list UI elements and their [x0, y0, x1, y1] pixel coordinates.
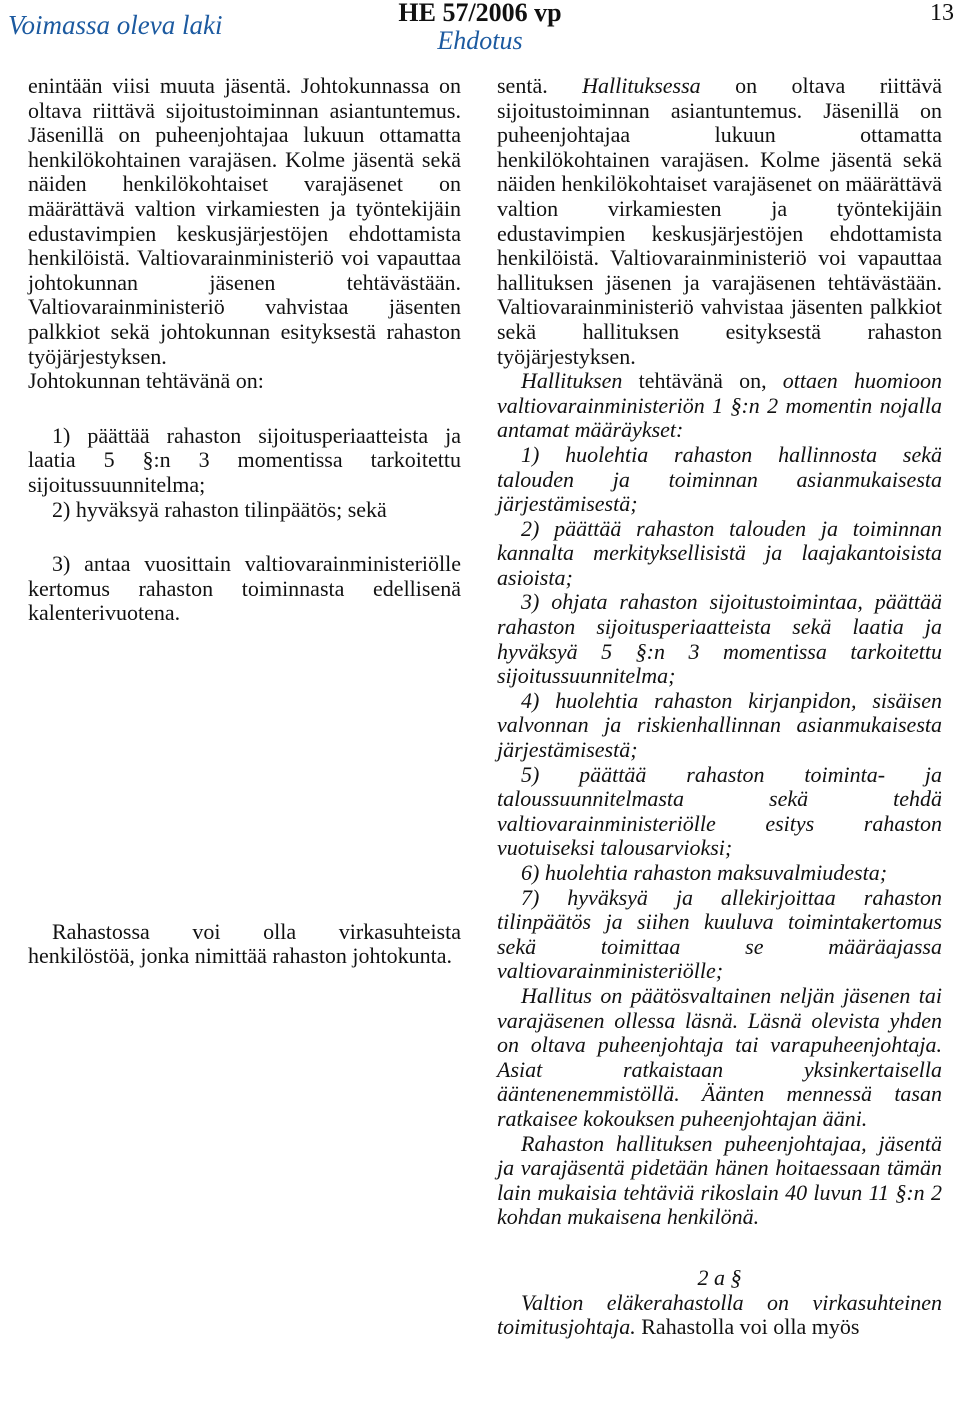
right-p2-italic-1: Hallituksen — [521, 368, 623, 394]
right-p1-start: sentä. — [497, 73, 583, 98]
left-paragraph-staff: Rahastossa voi olla virkasuhteista henkilöstöä, jonka nimittää rahaston johtokunta. — [28, 918, 461, 969]
left-column-current-law — [28, 74, 461, 969]
right-ceo-plain: Rahastolla voi olla myös — [635, 1314, 860, 1340]
section-heading: 2 a § — [697, 1264, 742, 1290]
right-item-2: 2) päättää rahaston talouden ja toiminnan kannalta merkityksellisistä ja laajakantoisista asioista; — [497, 515, 942, 590]
left-item-3: 3) antaa vuosittain valtiovarainministeriölle kertomus rahaston toiminnasta edellisenä kalenterivuotena. — [28, 551, 461, 626]
right-item-1: 1) huolehtia rahaston hallinnosta sekä talouden ja toiminnan asianmukaisesta järjestämisestä; — [497, 441, 942, 517]
right-item-4: 4) huolehtia rahaston kirjanpidon, sisäisen valvonnan ja riskienhallinnan asianmukaisesta järjestämisestä; — [497, 687, 942, 763]
right-quorum-rest: Asiat ratkaistaan yksinkertaisella ääntenenemmistöllä. Äänten mennessä tasan ratkaisee kokouksen puheenjohtajan ääni. — [497, 1056, 942, 1131]
right-p1-rest: on oltava riittävä sijoitustoiminnan asiantuntemus. Jäsenillä on puheenjohtajaa lukuun ottamatta henkilökohtainen varajäsen. Kolme jäsentä sekä näiden henkilökohtaiset varajäsenet on määrättävä valtion virkamiesten ja työntekijäin edustavimpien keskusjärjestöjen ehdottamista henkilöistä. Valtiovarainministeriö voi vapauttaa hallituksen jäsenen ja varajäsenen tehtävästään. Valtiovarainministeriö vahvistaa jäsenten palkkiot sekä hallituksen esityksestä rahaston työjärjestyksen. — [497, 73, 942, 369]
right-paragraph-liability: Rahaston hallituksen puheenjohtajaa, jäsentä ja varajäsentä pidetään hänen hoitaessaan tämän lain mukaisia tehtäviä rikoslain 40 luvun 11 §:n 2 kohdan mukaisena henkilönä. — [497, 1130, 942, 1230]
right-paragraph-2 — [497, 369, 942, 443]
right-column-proposal — [497, 74, 942, 1340]
right-item-6: 6) huolehtia rahaston maksuvalmiudesta; — [521, 860, 888, 885]
right-paragraph-1 — [497, 74, 942, 369]
right-p2-italic-2: ottaen huomioon valtiovarainministeriön 1 §:n 2 momentin nojalla antamat määräykset: — [497, 368, 942, 443]
left-item-1: 1) päättää rahaston sijoitusperiaatteista ja laatia 5 §:n 3 momentissa tarkoitettu sijoitussuunnitelma; — [28, 422, 461, 497]
right-p2-plain: tehtävänä on, — [622, 368, 783, 394]
right-p1-italic: Hallituksessa — [582, 73, 701, 98]
right-paragraph-ceo — [497, 1291, 942, 1340]
right-paragraph-quorum — [497, 984, 942, 1132]
page-number: 13 — [930, 0, 954, 26]
left-paragraph-2: Johtokunnan tehtävänä on: — [28, 368, 264, 394]
right-item-3: 3) ohjata rahaston sijoitustoimintaa, päättää rahaston sijoitusperiaatteista sekä laatia ja hyväksyä 5 §:n 3 momentissa tarkoitettu sijoitussuunnitelma; — [497, 589, 942, 689]
document-title: HE 57/2006 vp — [398, 0, 562, 27]
right-quorum-italic: Hallitus on päätösvaltainen neljän jäsenen tai varajäsenen ollessa läsnä. Läsnä olevista yhden on oltava puheenjohtaja tai varapuheenjohtaja. — [497, 982, 942, 1058]
right-item-5: 5) päättää rahaston toiminta- ja taloussuunnitelmasta sekä tehdä valtiovarainministeriölle esitys rahaston vuotuiseksi talousarvioksi; — [497, 761, 942, 861]
document-subtitle: Ehdotus — [437, 26, 523, 55]
right-item-7: 7) hyväksyä ja allekirjoittaa rahaston tilinpäätös ja siihen kuuluva toimintakertomus sekä toimittaa se määräajassa valtiovarainministeriölle; — [497, 884, 942, 984]
header-center — [0, 0, 960, 56]
header-left-label: Voimassa oleva laki — [8, 10, 223, 40]
left-item-2: 2) hyväksyä rahaston tilinpäätös; sekä — [52, 496, 387, 522]
right-ceo-italic: Valtion eläkerahastolla on virkasuhteinen toimitusjohtaja. — [497, 1289, 942, 1340]
left-paragraph-1: enintään viisi muuta jäsentä. Johtokunnassa on oltava riittävä sijoitustoiminnan asiantuntemus. Jäsenillä on puheenjohtajaa lukuun ottamatta henkilökohtainen varajäsen. Kolme jäsentä sekä näiden henkilökohtaiset varajäsenet on määrättävä valtion virkamiesten ja työntekijäin edustavimpien keskusjärjestöjen ehdottamista henkilöistä. Valtiovarainministeriö voi vapauttaa johtokunnan jäsenen tehtävästään. Valtiovarainministeriö vahvistaa jäsenten palkkiot sekä johtokunnan esityksestä rahaston työjärjestyksen. — [28, 73, 461, 369]
